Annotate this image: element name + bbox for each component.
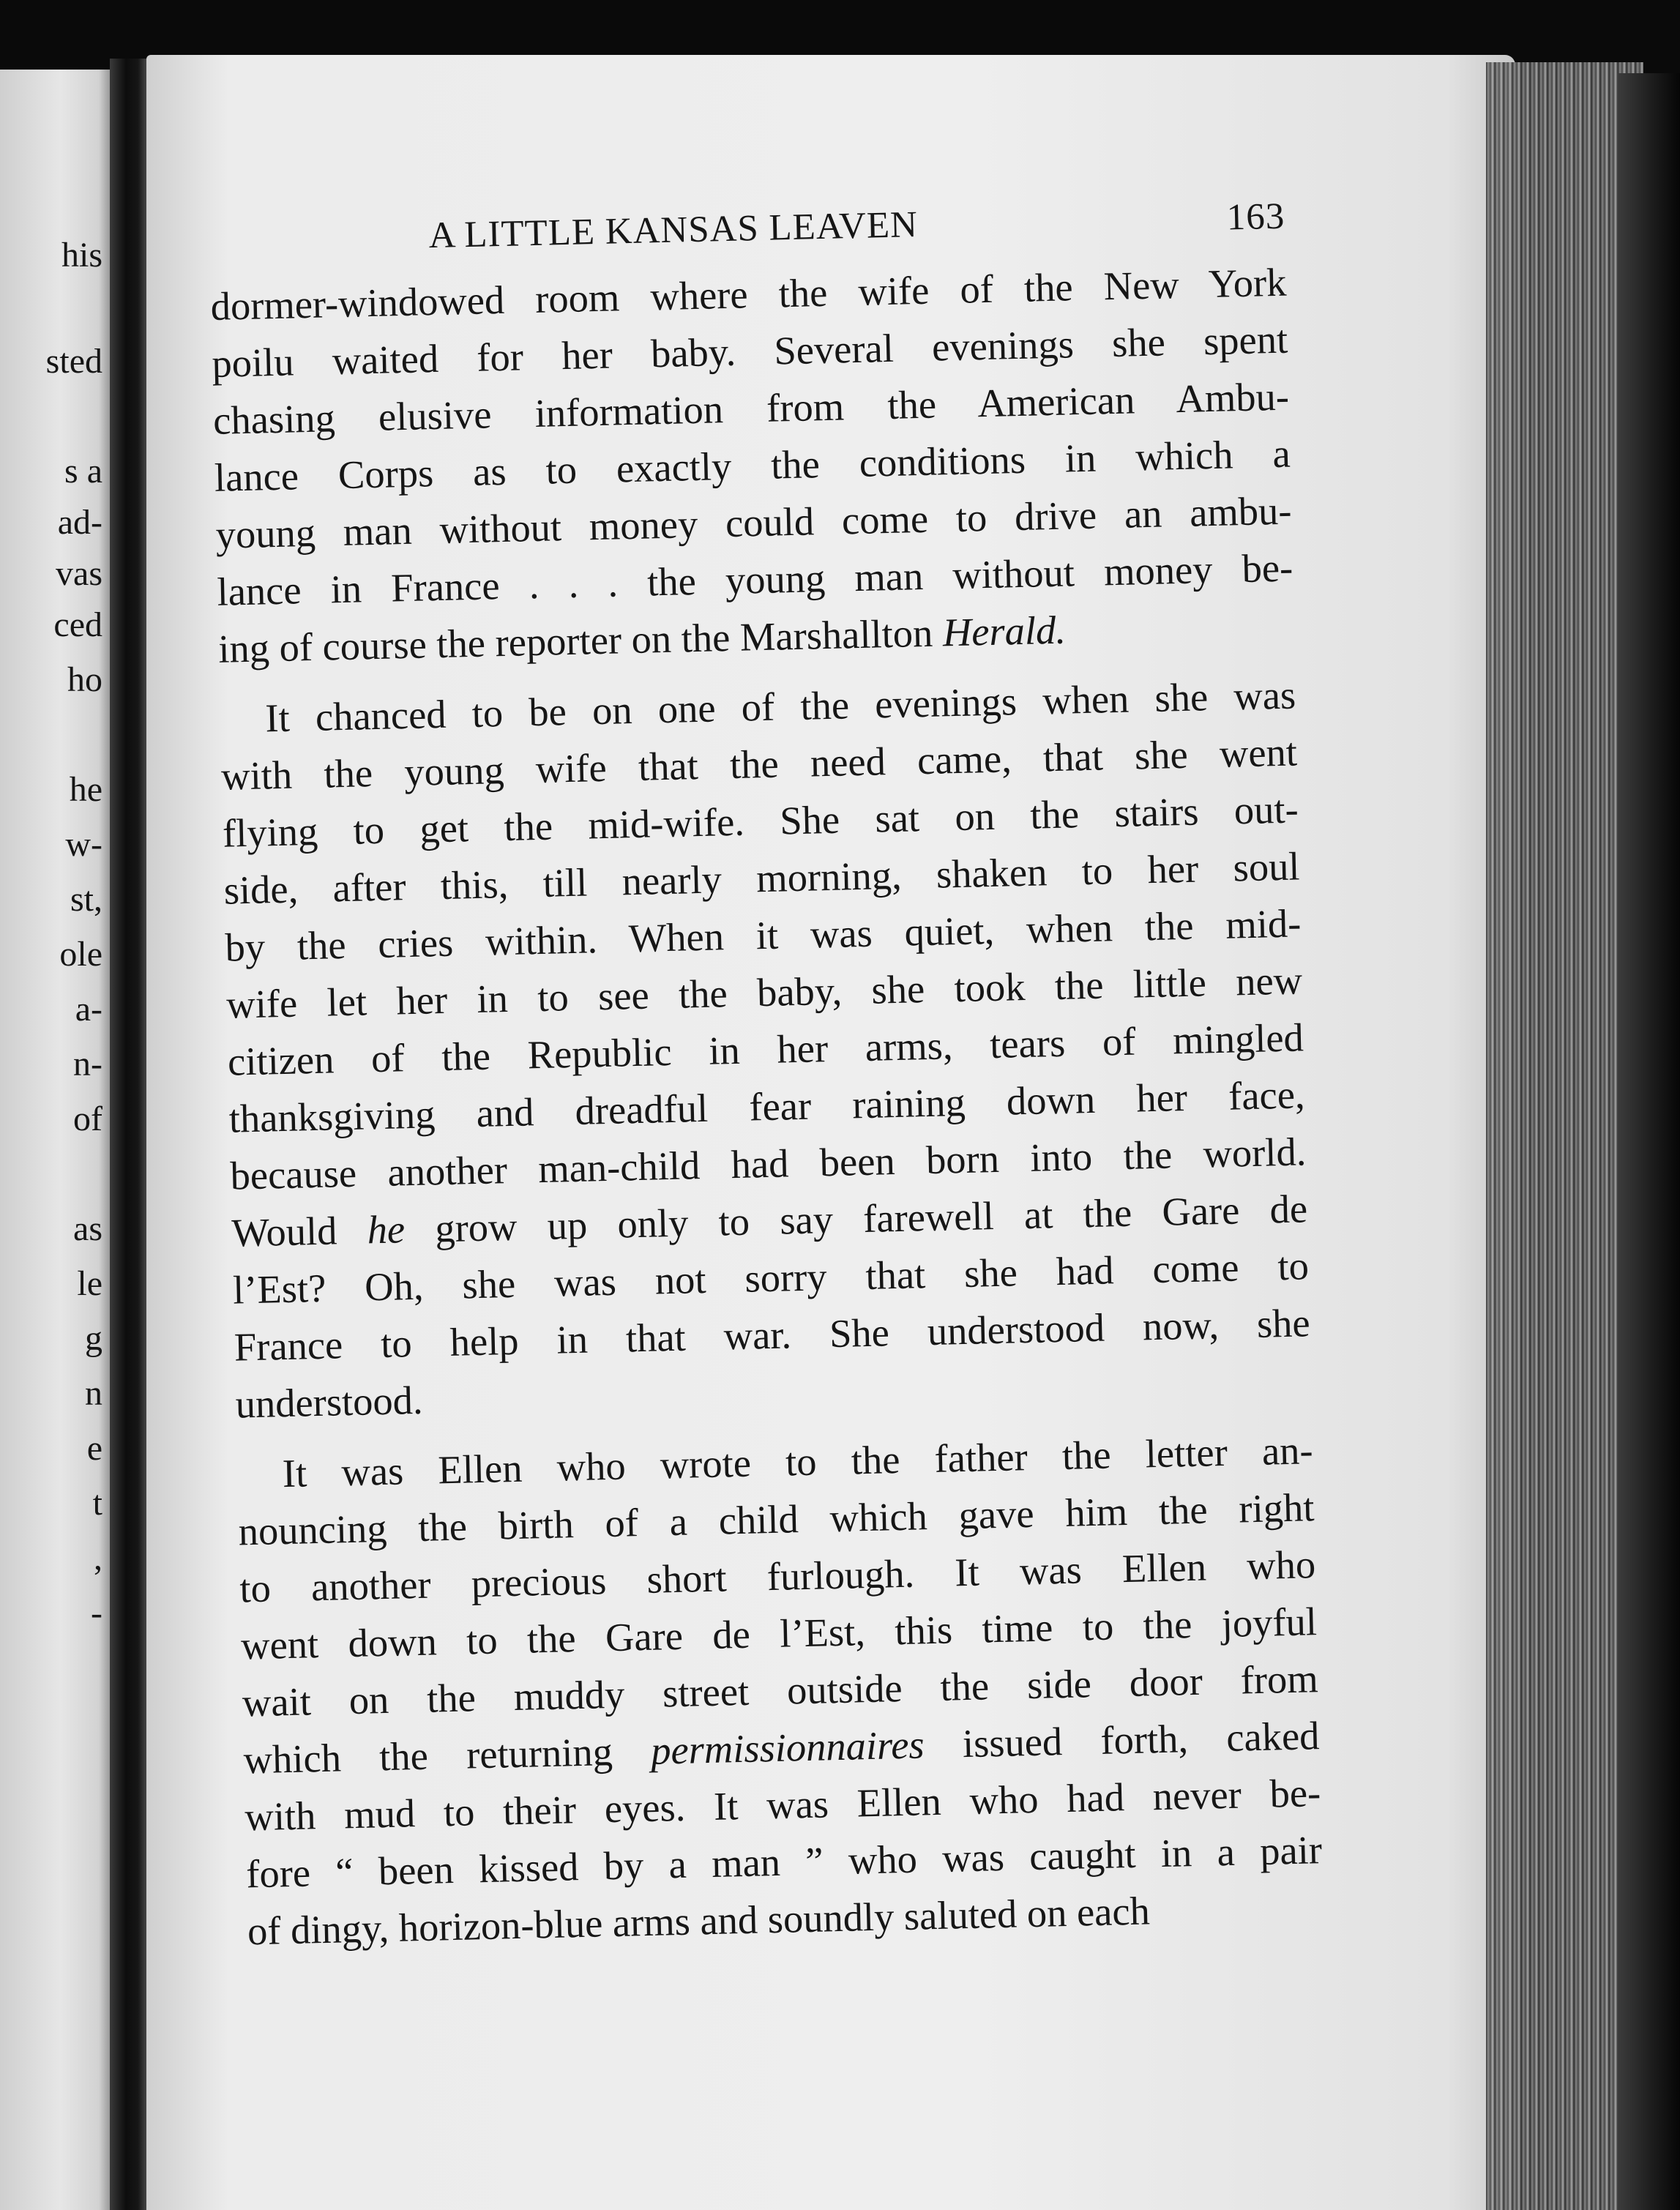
paragraph	[210, 254, 1295, 678]
italic-text: Herald.	[942, 607, 1067, 655]
book-gutter	[110, 59, 150, 2210]
left-page-fragment: n-	[73, 1045, 102, 1083]
line-text: issued forth, caked	[923, 1713, 1321, 1767]
line-text: citizen of the Republic in her arms, tears of mingled	[227, 1015, 1304, 1084]
line-text: It was Ellen who wrote to the father the letter an-	[282, 1427, 1314, 1496]
left-page-fragment: ad-	[57, 503, 102, 542]
left-page-fragment: g	[85, 1319, 102, 1358]
line-text: chasing elusive information from the American Ambu-	[212, 373, 1290, 443]
line-text: side, after this, till nearly morning, shaken to her soul	[223, 843, 1301, 913]
line-text: of dingy, horizon-blue arms and soundly saluted on each	[247, 1888, 1151, 1954]
left-page-fragment: s a	[64, 452, 102, 490]
line-text: France to help in that war. She understood now, she	[234, 1300, 1311, 1370]
line-text: by the cries within. When it was quiet, when the mid-	[224, 900, 1302, 970]
left-page-fragment: ,	[94, 1539, 102, 1578]
left-page-fragment: of	[73, 1100, 102, 1138]
left-page-fragment: -	[91, 1594, 102, 1632]
line-text: grow up only to say farewell at the Gare de	[404, 1186, 1308, 1252]
left-page-fragment: he	[69, 770, 102, 809]
line-text: poilu waited for her baby. Several evenings she spent	[211, 316, 1288, 386]
line-text: dormer-windowed room where the wife of the New York	[209, 259, 1288, 329]
line-text: flying to get the mid-wife. She sat on the stairs out-	[222, 786, 1299, 856]
line-text: lance Corps as to exactly the conditions in which a	[214, 430, 1291, 500]
left-page-fragment: his	[61, 236, 102, 275]
left-page-fragment: w-	[65, 825, 102, 864]
line-text: fore “ been kissed by a man ” who was caught in a pair	[245, 1827, 1323, 1897]
line-text: nouncing the birth of a child which gave him the right	[237, 1485, 1315, 1554]
book-cover-edge	[1618, 73, 1680, 2210]
previous-page-edge	[0, 70, 110, 2210]
page-number: 163	[1226, 195, 1285, 239]
left-page-fragment: as	[73, 1209, 102, 1248]
left-page-fragment: t	[92, 1484, 102, 1523]
line-text: lance in France . . . the young man without money be-	[216, 545, 1293, 614]
italic-text: he	[366, 1206, 406, 1253]
left-page-fragment: vas	[56, 554, 102, 593]
line-text: with the young wife that the need came, that she went	[220, 729, 1298, 799]
line-text: It chanced to be on one of the evenings when she was	[264, 672, 1296, 741]
left-page-fragment: le	[77, 1264, 102, 1303]
left-page-fragment: ho	[67, 660, 102, 699]
line-text: with mud to their eyes. It was Ellen who had never be-	[244, 1770, 1321, 1840]
paragraph	[220, 666, 1313, 1433]
line-text: which the returning	[243, 1728, 652, 1782]
left-page-fragment: e	[86, 1429, 102, 1468]
left-page-fragment: ced	[53, 605, 102, 644]
line-text: because another man-child had been born into the world.	[229, 1129, 1307, 1198]
left-page-fragment: a-	[75, 990, 102, 1029]
left-page-fragment: st,	[70, 880, 102, 919]
page-text-block	[209, 195, 1324, 1960]
line-text: ing of course the reporter on the Marshallton	[217, 610, 944, 671]
paragraph	[236, 1422, 1324, 1960]
line-text: wait on the muddy street outside the side door from	[242, 1656, 1319, 1725]
left-page-fragment: sted	[45, 342, 102, 381]
italic-text: permissionnaires	[650, 1722, 925, 1773]
line-text: young man without money could come to drive an ambu-	[215, 488, 1293, 557]
body-text	[210, 254, 1324, 1960]
left-page-fragment: ole	[59, 935, 102, 974]
running-title: A LITTLE KANSAS LEAVEN	[428, 204, 919, 257]
line-text: thanksgiving and dreadful fear raining down her face,	[228, 1072, 1306, 1141]
line-text: went down to the Gare de l’Est, this time to the joyful	[240, 1599, 1318, 1668]
line-text: to another precious short furlough. It was Ellen who	[239, 1542, 1316, 1611]
line-text: understood.	[235, 1377, 424, 1427]
line-text: Would	[231, 1207, 368, 1255]
line-text: wife let her in to see the baby, she took the little new	[225, 957, 1303, 1027]
left-page-fragment: n	[85, 1374, 102, 1413]
line-text: l’Est? Oh, she was not sorry that she had come to	[232, 1243, 1310, 1313]
